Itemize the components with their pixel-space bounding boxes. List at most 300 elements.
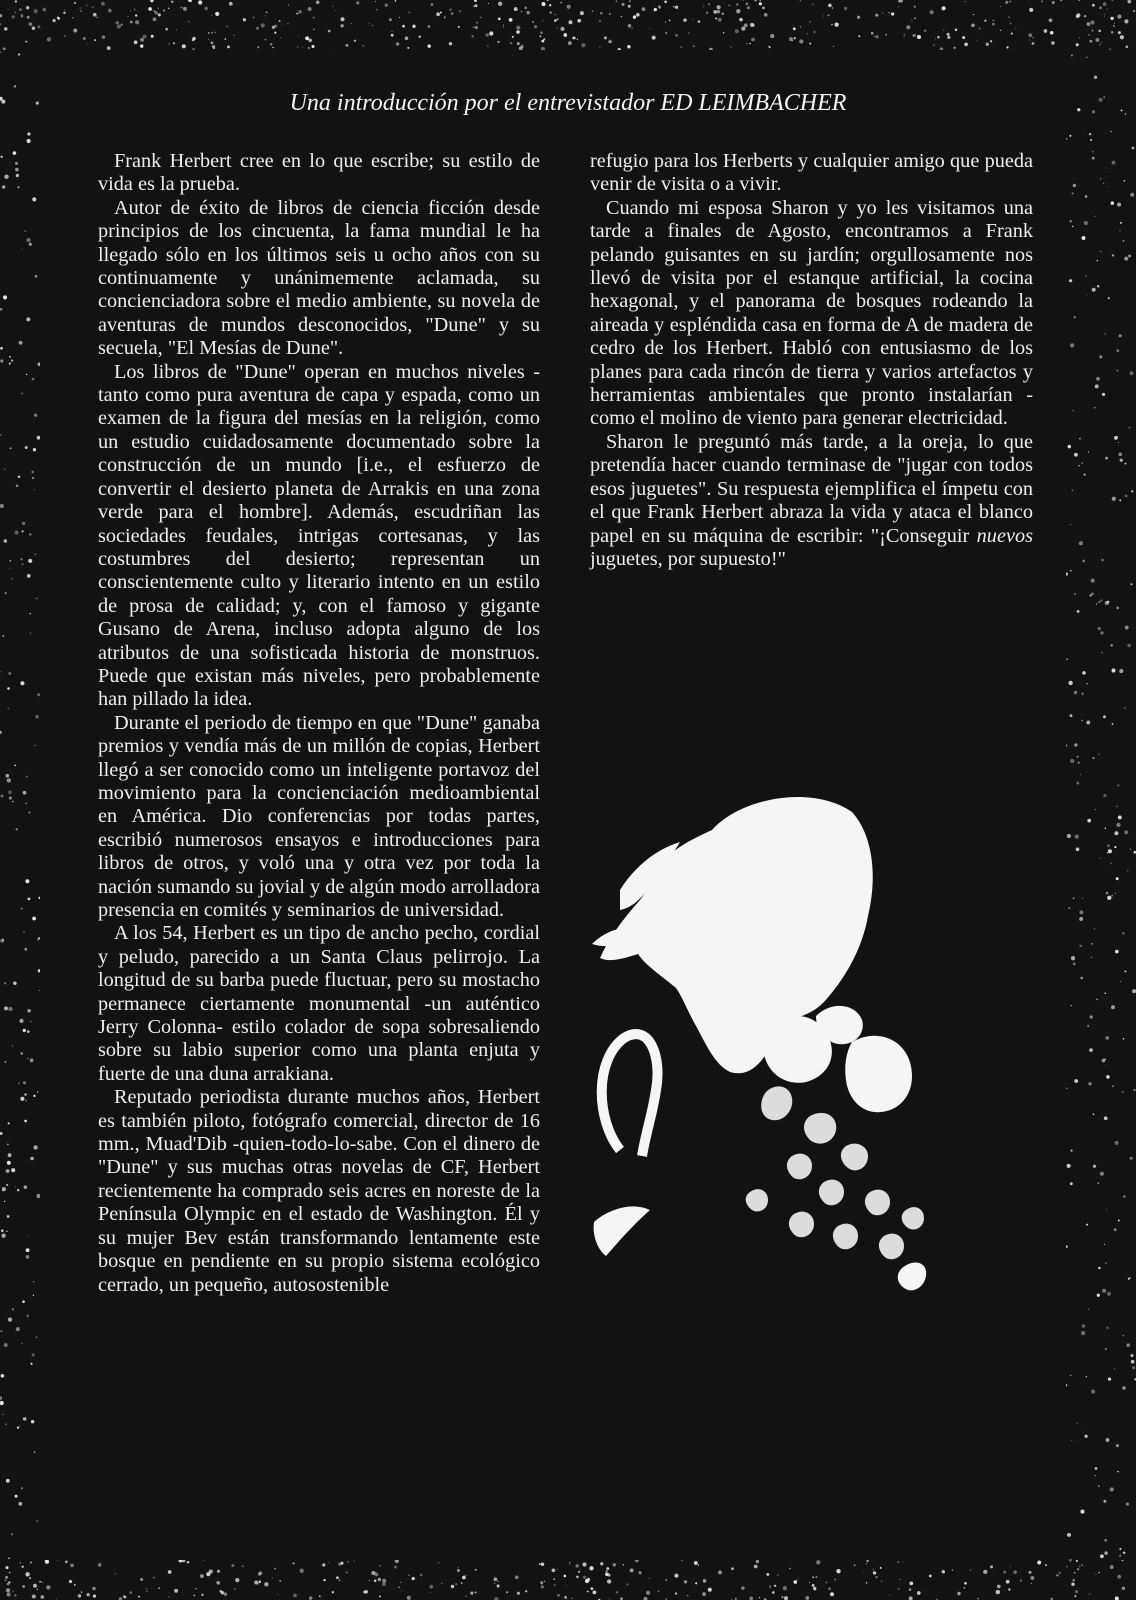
speckle-dot	[665, 32, 668, 35]
speckle-dot	[541, 1585, 544, 1588]
speckle-dot	[419, 36, 421, 38]
speckle-dot	[1091, 593, 1094, 596]
speckle-dot	[866, 1563, 867, 1564]
speckle-dot	[866, 1582, 867, 1583]
speckle-dot	[1066, 658, 1067, 659]
speckle-dot	[1079, 910, 1083, 914]
speckle-dot	[1028, 1571, 1031, 1574]
speckle-dot	[1115, 1141, 1119, 1145]
speckle-dot	[1106, 1438, 1110, 1442]
speckle-dot	[1072, 192, 1074, 194]
speckle-dot	[1103, 794, 1106, 797]
speckle-dot	[774, 1585, 776, 1587]
speckle-dot	[265, 39, 266, 40]
speckle-dot	[1108, 1377, 1111, 1380]
speckle-dot	[1104, 1539, 1107, 1542]
speckle-dot	[881, 1581, 882, 1582]
speckle-dot	[12, 1308, 14, 1310]
speckle-dot	[336, 1576, 339, 1579]
speckle-dot	[27, 574, 31, 578]
speckle-dot	[19, 341, 23, 345]
speckle-dot	[858, 35, 860, 37]
speckle-dot	[555, 14, 556, 15]
speckle-dot	[33, 1584, 37, 1588]
speckle-dot	[15, 1495, 18, 1498]
speckle-dot	[29, 533, 32, 536]
speckle-dot	[374, 1580, 377, 1583]
speckle-dot	[192, 48, 194, 50]
speckle-dot	[1052, 3, 1053, 4]
speckle-dot	[1105, 1036, 1109, 1040]
speckle-dot	[494, 1583, 495, 1584]
speckle-dot	[0, 347, 3, 350]
speckle-dot	[29, 1577, 31, 1579]
speckle-dot	[1030, 1576, 1034, 1580]
speckle-dot	[1003, 1571, 1006, 1574]
speckle-dot	[1112, 497, 1116, 501]
speckle-dot	[374, 1573, 378, 1577]
speckle-dot	[1085, 275, 1087, 277]
speckle-dot	[10, 447, 12, 449]
speckle-dot	[783, 1586, 787, 1590]
paragraph-continuation: refugio para los Herberts y cualquier amigo que pueda venir de visita o a vivir.	[590, 150, 1033, 196]
speckle-dot	[752, 24, 755, 27]
speckle-dot	[730, 46, 731, 47]
speckle-dot	[379, 1565, 380, 1566]
speckle-dot	[340, 24, 343, 27]
speckle-dot	[9, 560, 11, 562]
speckle-dot	[1081, 1564, 1082, 1565]
speckle-dot	[709, 48, 713, 50]
speckle-dot	[158, 1587, 160, 1589]
text-segment: Sharon le preguntó más tarde, a la oreja, lo que pretendía hacer cuando terminase de "jugar con todos esos juguetes". Su respuesta ejemplifica el ímpetu con el que Frank Herbert abraza la vida y ataca el blanco papel en su máquina de escribir: "¡Conseguir	[590, 430, 1033, 547]
speckle-dot	[6, 1231, 7, 1232]
speckle-dot	[971, 23, 975, 27]
speckle-dot	[1101, 652, 1102, 653]
speckle-dot	[11, 578, 13, 580]
speckle-dot	[1103, 1500, 1106, 1503]
speckle-dot	[809, 43, 811, 45]
speckle-dot	[618, 48, 621, 50]
speckle-dot	[1123, 1195, 1125, 1197]
speckle-dot	[1111, 1005, 1115, 1009]
speckle-dot	[875, 35, 878, 38]
speckle-dot	[1124, 180, 1126, 182]
speckle-dot	[917, 1591, 921, 1595]
speckle-dot	[1113, 25, 1115, 27]
speckle-dot	[984, 20, 986, 22]
speckle-dot	[431, 3, 434, 6]
speckle-dot	[140, 1578, 143, 1581]
speckle-dot	[9, 1572, 10, 1573]
speckle-dot	[608, 40, 612, 44]
speckle-dot	[1118, 452, 1122, 456]
speckle-dot	[81, 1591, 82, 1592]
speckle-dot	[1130, 583, 1132, 585]
speckle-dot	[473, 5, 475, 7]
speckle-dot	[1114, 831, 1118, 835]
speckle-dot	[1103, 715, 1106, 718]
speckle-dot	[1092, 288, 1096, 292]
speckle-dot	[316, 1, 320, 5]
speckle-dot	[1117, 203, 1121, 207]
speckle-dot	[592, 11, 593, 12]
speckle-dot	[444, 16, 446, 18]
speckle-dot	[21, 392, 23, 394]
speckle-dot	[1129, 1277, 1131, 1279]
speckle-dot	[517, 1593, 518, 1594]
speckle-dot	[955, 29, 958, 32]
speckle-dot	[759, 0, 761, 1]
speckle-dot	[146, 1590, 148, 1592]
speckle-dot	[72, 17, 74, 19]
speckle-dot	[476, 22, 478, 24]
speckle-dot	[1133, 1089, 1135, 1091]
speckle-dot	[121, 24, 123, 26]
speckle-dot	[279, 20, 281, 22]
speckle-dot	[135, 14, 137, 16]
speckle-dot	[554, 1584, 555, 1585]
speckle-dot	[1119, 1555, 1121, 1557]
speckle-dot	[1071, 956, 1075, 960]
speckle-dot	[585, 1579, 589, 1583]
speckle-dot	[706, 12, 708, 14]
speckle-dot	[23, 1029, 26, 1032]
speckle-dot	[146, 1588, 147, 1589]
speckle-dot	[0, 14, 2, 17]
speckle-dot	[832, 7, 833, 8]
speckle-dot	[906, 25, 910, 29]
speckle-dot	[6, 1588, 10, 1592]
speckle-dot	[871, 32, 874, 35]
speckle-dot	[487, 45, 488, 46]
speckle-dot	[762, 6, 765, 9]
speckle-dot	[1081, 720, 1083, 722]
speckle-dot	[703, 7, 704, 8]
speckle-dot	[259, 1571, 263, 1575]
speckle-dot	[1066, 572, 1068, 575]
speckle-dot	[1107, 186, 1108, 187]
speckle-dot	[1069, 279, 1072, 282]
speckle-dot	[394, 1566, 397, 1569]
paragraph-new-toys	[590, 431, 1033, 571]
speckle-dot	[557, 1594, 560, 1597]
speckle-dot	[897, 1561, 899, 1563]
speckle-dot	[1130, 848, 1132, 850]
speckle-dot	[38, 897, 40, 900]
speckle-dot	[1123, 240, 1125, 242]
speckle-dot	[1094, 928, 1095, 929]
speckle-dot	[451, 14, 452, 15]
speckle-dot	[1079, 917, 1083, 921]
speckle-dot	[427, 44, 431, 48]
speckle-dot	[171, 0, 174, 3]
speckle-dot	[1092, 151, 1093, 152]
speckle-dot	[458, 1567, 459, 1568]
speckle-dot	[990, 1565, 993, 1568]
speckle-dot	[675, 34, 678, 37]
speckle-dot	[398, 1587, 399, 1588]
speckle-dot	[1080, 774, 1081, 775]
speckle-dot	[1084, 221, 1088, 225]
speckle-dot	[739, 18, 743, 22]
speckle-dot	[674, 1574, 678, 1578]
speckle-dot	[26, 776, 28, 778]
speckle-dot	[0, 1132, 3, 1135]
speckle-dot	[0, 1397, 2, 1401]
speckle-dot	[30, 1021, 31, 1022]
speckle-dot	[503, 27, 504, 28]
speckle-dot	[47, 37, 51, 41]
speckle-dot	[1098, 601, 1100, 603]
speckle-dot	[0, 504, 4, 508]
speckle-dot	[17, 1189, 20, 1192]
speckle-dot	[1008, 16, 1010, 18]
speckle-dot	[1081, 692, 1084, 695]
speckle-dot	[1114, 846, 1116, 848]
speckle-dot	[608, 1574, 611, 1577]
speckle-dot	[64, 9, 65, 10]
speckle-dot	[1126, 1503, 1129, 1506]
speckle-dot	[1107, 8, 1108, 9]
speckle-dot	[1068, 681, 1072, 685]
speckle-dot	[107, 46, 111, 50]
speckle-dot	[24, 1093, 26, 1095]
speckle-dot	[15, 0, 17, 2]
speckle-dot	[19, 1019, 23, 1023]
speckle-dot	[356, 1, 359, 4]
speckle-dot	[693, 45, 694, 46]
speckle-dot	[209, 1569, 213, 1573]
speckle-dot	[695, 1582, 697, 1584]
speckle-dot	[1117, 436, 1118, 437]
text-column-right	[590, 150, 1033, 571]
speckle-dot	[32, 1594, 36, 1598]
speckle-dot	[1096, 603, 1097, 604]
speckle-dot	[30, 633, 31, 634]
speckle-dot	[683, 18, 687, 22]
speckle-dot	[412, 25, 415, 28]
speckle-dot	[986, 43, 989, 46]
speckle-dot	[1080, 977, 1083, 980]
speckle-dot	[1098, 1572, 1100, 1574]
speckle-dot	[272, 1578, 273, 1579]
speckle-dot	[866, 1560, 868, 1562]
speckle-dot	[70, 1564, 74, 1568]
speckle-dot	[408, 12, 410, 14]
speckle-dot	[42, 1582, 43, 1583]
speckle-dot	[1090, 139, 1092, 141]
speckle-dot	[1127, 644, 1131, 648]
speckle-dot	[57, 17, 59, 19]
speckle-dot	[1098, 1182, 1100, 1184]
speckle-dot	[465, 1575, 466, 1576]
speckle-dot	[272, 47, 274, 49]
speckle-dot	[1101, 559, 1104, 562]
speckle-dot	[5, 592, 7, 594]
speckle-dot	[764, 13, 768, 17]
speckle-dot	[332, 6, 333, 7]
speckle-dot	[1102, 1059, 1106, 1063]
speckle-dot	[93, 1595, 96, 1598]
speckle-dot	[346, 1572, 347, 1573]
speckle-dot	[2, 185, 5, 188]
speckle-dot	[20, 1052, 23, 1055]
speckle-dot	[898, 1588, 900, 1590]
speckle-dot	[807, 33, 808, 34]
speckle-dot	[158, 13, 161, 16]
speckle-dot	[26, 803, 27, 804]
speckle-dot	[194, 1595, 195, 1596]
speckle-dot	[179, 1560, 183, 1562]
speckle-dot	[31, 1420, 34, 1423]
speckle-dot	[192, 38, 195, 41]
speckle-dot	[1097, 260, 1098, 261]
speckle-dot	[621, 16, 622, 17]
speckle-dot	[18, 53, 20, 55]
speckle-dot	[718, 18, 722, 22]
speckle-dot	[693, 19, 694, 20]
speckle-dot	[9, 568, 10, 569]
speckle-dot	[1116, 877, 1119, 880]
speckle-dot	[568, 41, 572, 45]
speckle-dot	[64, 35, 65, 36]
speckle-dot	[11, 359, 13, 361]
speckle-dot	[217, 1570, 220, 1573]
speckle-dot	[834, 22, 838, 26]
speckle-dot	[759, 1597, 760, 1598]
speckle-dot	[27, 16, 30, 19]
speckle-dot	[117, 24, 121, 28]
speckle-dot	[475, 26, 478, 29]
speckle-dot	[211, 15, 212, 16]
speckle-dot	[449, 42, 452, 45]
speckle-dot	[6, 1479, 10, 1483]
speckle-dot	[243, 18, 246, 21]
speckle-dot	[1010, 1, 1012, 3]
speckle-dot	[516, 26, 520, 30]
speckle-dot	[287, 23, 288, 24]
speckle-dot	[36, 1337, 37, 1338]
speckle-dot	[606, 1570, 608, 1572]
speckle-dot	[465, 1596, 466, 1597]
speckle-dot	[101, 2, 105, 6]
speckle-dot	[630, 1568, 634, 1572]
speckle-dot	[338, 1562, 341, 1565]
speckle-dot	[769, 1586, 770, 1587]
speckle-dot	[1117, 784, 1119, 786]
speckle-dot	[604, 36, 607, 39]
speckle-dot	[31, 471, 33, 473]
speckle-dot	[33, 1295, 34, 1296]
speckle-dot	[1131, 1360, 1135, 1364]
speckle-dot	[39, 990, 40, 991]
speckle-dot	[1095, 809, 1096, 810]
speckle-dot	[1130, 1157, 1133, 1160]
speckle-dot	[28, 811, 30, 813]
speckle-dot	[1082, 898, 1083, 899]
speckle-dot	[1089, 1593, 1090, 1594]
speckle-dot	[540, 1581, 543, 1584]
speckle-dot	[1117, 15, 1121, 19]
speckle-dot	[914, 18, 915, 19]
speckle-dot	[4, 27, 8, 31]
speckle-dot	[650, 28, 651, 29]
speckle-dot	[5, 1576, 8, 1579]
speckle-dot	[609, 1598, 610, 1599]
speckle-dot	[8, 1122, 10, 1124]
speckle-dot	[488, 3, 489, 4]
speckle-dot	[8, 790, 12, 794]
speckle-dot	[940, 47, 944, 50]
speckle-dot	[521, 45, 524, 48]
speckle-dot	[1109, 48, 1111, 50]
speckle-dot	[323, 1579, 325, 1581]
speckle-dot	[494, 1577, 498, 1581]
speckle-dot	[25, 879, 29, 883]
speckle-dot	[1108, 1076, 1110, 1078]
speckle-dot	[12, 1591, 14, 1593]
speckle-dot	[86, 1593, 89, 1596]
speckle-dot	[1117, 1575, 1121, 1579]
speckle-dot	[1107, 601, 1110, 604]
speckle-dot	[1077, 1423, 1078, 1424]
speckle-dot	[1015, 28, 1016, 29]
speckle-dot	[1119, 230, 1120, 231]
speckle-dot	[1123, 1038, 1125, 1040]
speckle-dot	[44, 1560, 45, 1561]
speckle-dot	[800, 0, 801, 1]
speckle-dot	[11, 1168, 15, 1172]
speckle-dot	[717, 10, 721, 14]
speckle-dot	[976, 40, 977, 41]
speckle-dot	[1111, 201, 1115, 205]
speckle-dot	[28, 898, 31, 901]
speckle-dot	[420, 1574, 423, 1577]
speckle-dot	[540, 35, 542, 37]
speckle-dot	[150, 0, 153, 2]
speckle-dot	[65, 1560, 68, 1563]
speckle-dot	[303, 47, 304, 48]
speckle-dot	[793, 1580, 797, 1584]
speckle-dot	[1, 1230, 3, 1232]
speckle-dot	[1074, 1572, 1076, 1574]
speckle-dot	[138, 1596, 140, 1598]
speckle-dot	[1082, 1432, 1083, 1433]
speckle-dot	[713, 10, 717, 14]
speckle-dot	[1114, 1368, 1115, 1369]
speckle-dot	[827, 14, 829, 16]
speckle-dot	[27, 1058, 28, 1059]
speckle-dot	[485, 33, 489, 37]
speckle-dot	[1107, 852, 1108, 853]
speckle-dot	[964, 1587, 966, 1589]
speckle-dot	[1118, 1220, 1120, 1222]
speckle-dot	[176, 29, 177, 30]
speckle-dot	[854, 1564, 856, 1566]
speckle-dot	[1117, 370, 1119, 372]
speckle-dot	[1086, 1376, 1087, 1377]
speckle-dot	[564, 33, 566, 35]
speckle-dot	[996, 1591, 998, 1593]
speckle-dot	[382, 1579, 386, 1583]
speckle-dot	[541, 2, 545, 6]
speckle-dot	[143, 34, 147, 38]
speckle-dot	[1086, 720, 1090, 724]
speckle-dot	[702, 1592, 706, 1596]
speckle-dot	[395, 0, 397, 2]
speckle-dot	[1108, 849, 1112, 853]
